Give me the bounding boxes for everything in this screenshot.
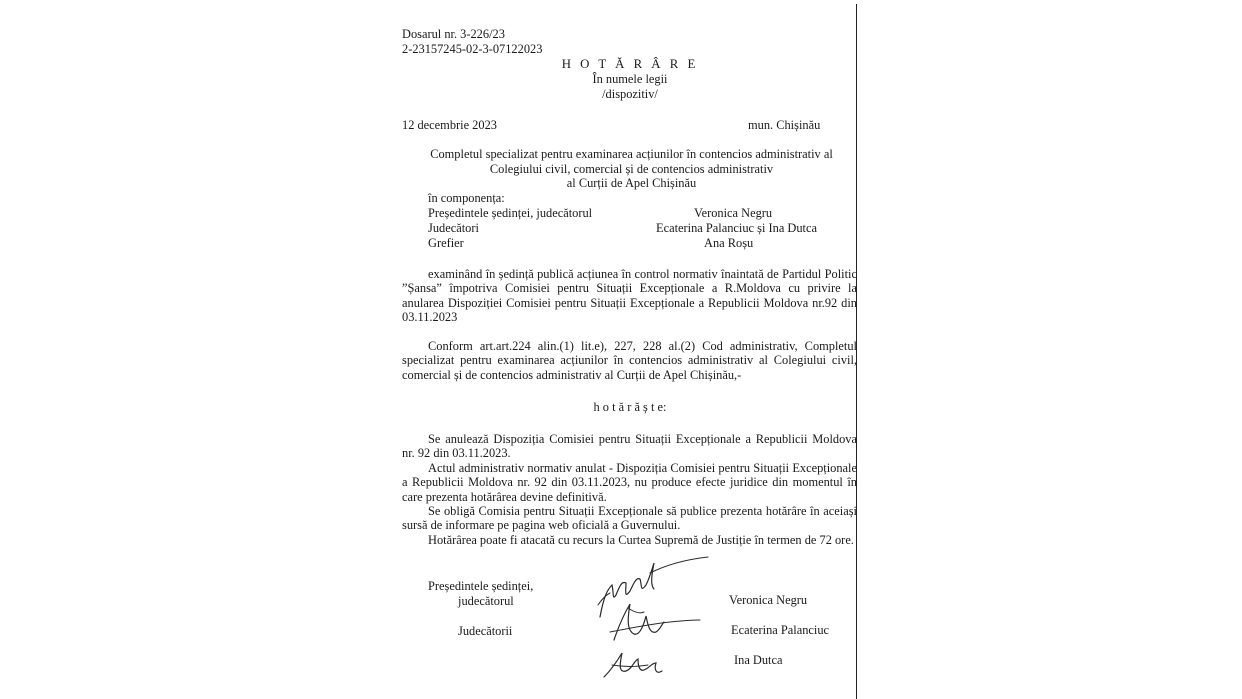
panel-line-3: al Curții de Apel Chișinău	[566, 176, 697, 190]
presiding-label-line-2: judecătorul	[458, 594, 514, 608]
signature-judge-1-graphic	[600, 598, 710, 648]
paragraph-according: Conform art.art.224 alin.(1) lit.e), 227, 228 al.(2) Cod administrativ, Completul specializat pentru examinarea acțiunilor în contencios administrativ al Colegiului civil, comercial și de contencios administrativ al Curții de Apel Chișinău,-	[402, 339, 857, 382]
signature-judge-2-graphic	[598, 645, 678, 685]
decision-point-1: Se anulează Dispoziția Comisiei pentru Situații Excepționale a Republicii Moldova nr. 92 din 03.11.2023.	[402, 432, 857, 461]
paragraph-examining: examinând în ședință publică acțiunea în control normativ înaintată de Partidul Politic ”Șansa” împotriva Comisiei pentru Situații Excepționale a R.Moldova cu privire la anularea Dispoziției Comisiei pentru Situații Excepționale a Republicii Moldova nr.92 din 03.11.2023	[402, 267, 857, 324]
judges-label: Judecătorii	[458, 624, 513, 638]
composition-name-judges: Ecaterina Palanciuc și Ina Dutca	[656, 221, 817, 235]
composition-role-clerk: Grefier	[428, 236, 464, 250]
panel-line-1: Completul specializat pentru examinarea acțiunilor în contencios administrativ al	[430, 147, 833, 161]
case-code: 2-23157245-02-3-07122023	[402, 42, 543, 56]
decision-point-4: Hotărârea poate fi atacată cu recurs la Curtea Supremă de Justiție în termen de 72 ore.	[428, 533, 854, 547]
panel-line-2: Colegiului civil, comercial și de contencios administrativ	[489, 162, 774, 176]
decision-point-3: Se obligă Comisia pentru Situații Excepționale să publice prezenta hotărâre în aceiași sursă de informare pe pagina web oficială a Guvernului.	[402, 504, 857, 533]
in-the-name-of-law: În numele legii	[592, 72, 668, 86]
composition-name-clerk: Ana Roșu	[704, 236, 754, 250]
composition-name-presiding: Veronica Negru	[694, 206, 773, 220]
composition-role-judges: Judecători	[428, 221, 479, 235]
document-title: H O T Ă R Â R E	[561, 57, 699, 71]
judge-1-name: Ecaterina Palanciuc	[731, 623, 830, 637]
decides-heading: h o t ă r ă ș t e:	[593, 400, 667, 414]
judge-2-name: Ina Dutca	[734, 653, 783, 667]
decision-point-2: Actul administrativ normativ anulat - Dispoziția Comisiei pentru Situații Excepționale a Republicii Moldova nr. 92 din 03.11.2023, nu produce efecte juridice din momentul în care prezenta hotărârea devine definitivă.	[402, 461, 857, 504]
dispositive-label: /dispozitiv/	[602, 87, 658, 101]
presiding-judge-name: Veronica Negru	[729, 593, 808, 607]
composition-intro: în componența:	[428, 191, 505, 205]
case-number: Dosarul nr. 3-226/23	[402, 27, 505, 41]
presiding-label-line-1: Președintele ședinței,	[428, 579, 534, 593]
composition-role-presiding: Președintele ședinței, judecătorul	[428, 206, 593, 220]
decision-date: 12 decembrie 2023	[402, 118, 497, 132]
decision-place: mun. Chișinău	[748, 118, 821, 132]
